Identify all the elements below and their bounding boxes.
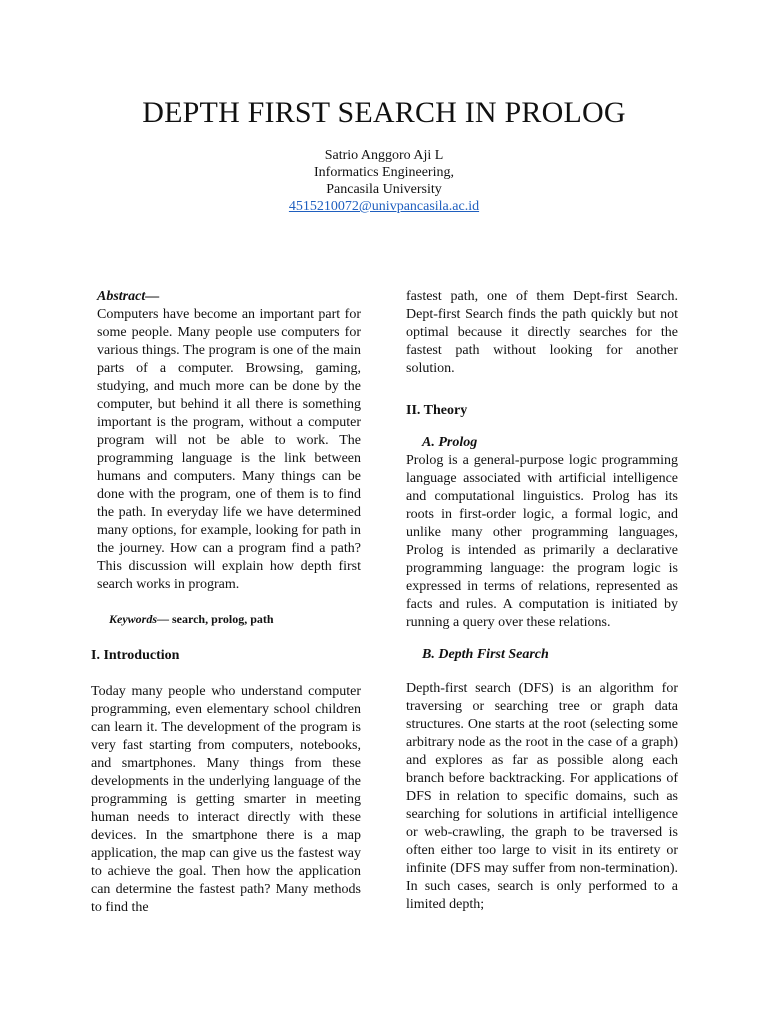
paper-title: DEPTH FIRST SEARCH IN PROLOG xyxy=(142,96,626,129)
author-university: Pancasila University xyxy=(326,182,442,197)
dfs-subheading: B. Depth First Search xyxy=(422,647,549,662)
introduction-heading: I. Introduction xyxy=(91,648,180,663)
introduction-text: Today many people who understand computer programming, even elementary school children can learn it. The development of the program is very fast starting from computers, notebooks, and smartphones. Many things from these developments in the underlying language of the programming is getting smarter in meeting human needs to interact directly with these devices. In the smartphone there is a map application, the map can give us the fastest way to achieve the goal. Then how the application can determine the fastest path? Many methods to find the xyxy=(91,684,361,915)
author-block xyxy=(0,147,768,215)
dfs-text: Depth-first search (DFS) is an algorithm for traversing or searching tree or graph data structures. One starts at the root (selecting some arbitrary node as the root in the case of a graph) and explores as far as possible along each branch before backtracking. For applications of DFS in relation to specific domains, such as searching for solutions in artificial intelligence or web-crawling, the graph to be traversed is often either too large to visit in its entirety or infinite (DFS may suffer from non-termination). In such cases, search is only performed to a limited depth; xyxy=(406,681,678,912)
author-name: Satrio Anggoro Aji L xyxy=(324,148,444,163)
abstract-text: Computers have become an important part for some people. Many people use computers for various things. The program is one of the main parts of a computer. Browsing, gaming, studying, and much more can be done by the computer, but behind it all there is something important is the program, without a computer program will not be able to work. The programming language is the link between humans and computers. Many things can be done with the program, one of them is to find the path. In everyday life we have determined many options, for example, looking for path in the journey. How can a program find a path? This discussion will explain how depth first search works in program. xyxy=(97,307,361,592)
abstract-heading: Abstract— xyxy=(97,289,160,304)
author-email-link[interactable]: 4515210072@univpancasila.ac.id xyxy=(288,199,480,214)
author-department: Informatics Engineering, xyxy=(314,165,454,180)
left-column xyxy=(91,288,361,917)
prolog-text: Prolog is a general-purpose logic programming language associated with artificial intelligence and computational linguistics. Prolog has its roots in first-order logic, a formal logic, and unlike many other programming languages, Prolog is intended as primarily a declarative programming language: the program logic is expressed in terms of relations, represented as facts and rules. A computation is initiated by running a query over these relations. xyxy=(406,453,678,630)
keywords-values: — search, prolog, path xyxy=(157,612,274,626)
prolog-subheading: A. Prolog xyxy=(422,435,478,450)
right-column xyxy=(406,288,678,914)
introduction-continuation: fastest path, one of them Dept-first Search. Dept-first Search finds the path quickly but not optimal because it directly searches for the fastest path without looking for another solution. xyxy=(406,289,678,376)
theory-heading: II. Theory xyxy=(406,403,468,418)
keywords-line xyxy=(109,612,361,627)
keywords-label: Keywords xyxy=(109,612,157,626)
